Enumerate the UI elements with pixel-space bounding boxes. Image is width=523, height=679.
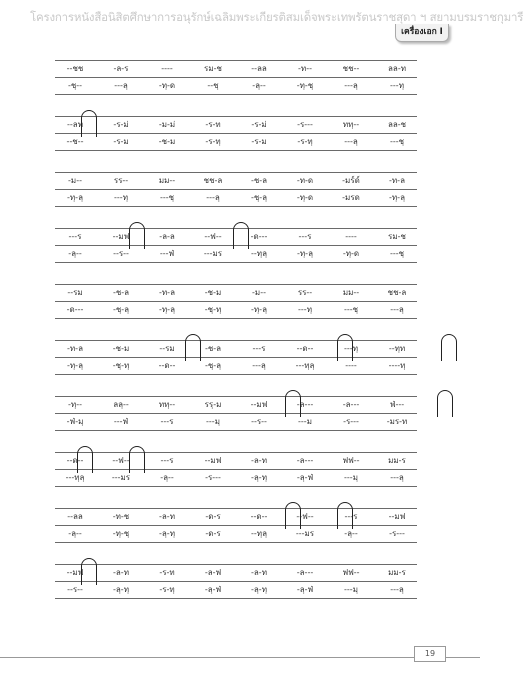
note-cell: รร-- bbox=[297, 288, 313, 297]
note-cell: ---- bbox=[161, 64, 173, 73]
note-cell: --ช-- bbox=[66, 137, 84, 146]
note-cell: -ทฺ-ชฺ bbox=[296, 81, 314, 90]
note-cell: --ทฺท bbox=[388, 344, 406, 353]
note-cell: -ท-ล bbox=[159, 288, 175, 297]
note-cell: ---มร bbox=[111, 473, 131, 482]
notation-row bbox=[55, 564, 417, 582]
note-cell: ---ลฺ bbox=[390, 305, 404, 314]
note-cell: --รม bbox=[159, 344, 175, 353]
note-cell: --ทฺลฺ bbox=[251, 529, 267, 538]
note-cell: --ร-- bbox=[251, 417, 267, 426]
note-cell: --ชช bbox=[66, 64, 84, 73]
notation-block bbox=[55, 564, 417, 599]
note-cell: -ล-ท bbox=[113, 568, 129, 577]
notation-row bbox=[55, 470, 417, 487]
note-cell: -ลฺ-- bbox=[160, 473, 174, 482]
note-cell: -ท-ล bbox=[389, 176, 405, 185]
notation-row bbox=[55, 302, 417, 319]
note-cell: -ร-ท bbox=[205, 120, 221, 129]
notation-row bbox=[55, 172, 417, 190]
note-cell: -ทฺ-ลฺ bbox=[297, 249, 313, 258]
note-cell: --ฟ-- bbox=[112, 456, 130, 465]
notation-row bbox=[55, 396, 417, 414]
note-cell: ---ลฺ bbox=[206, 193, 220, 202]
note-cell: ---ลฺ bbox=[390, 585, 404, 594]
note-cell: --มฟ bbox=[388, 512, 406, 521]
notation-row bbox=[55, 582, 417, 599]
note-cell: ---ชฺ bbox=[159, 193, 175, 202]
note-cell: มม-ร bbox=[388, 568, 406, 577]
note-cell: รม-ช bbox=[388, 232, 406, 241]
note-cell: -ล-ท bbox=[251, 568, 267, 577]
note-cell: ชช-ล bbox=[387, 288, 407, 297]
notation-block bbox=[55, 284, 417, 319]
notation-row bbox=[55, 60, 417, 78]
note-cell: ---ร bbox=[298, 232, 312, 241]
note-cell: ---ลฺ bbox=[252, 361, 266, 370]
note-cell: ---มฺ bbox=[344, 473, 358, 482]
note-cell: -ช-ม bbox=[204, 288, 222, 297]
note-cell: -ทฺ-ชฺ bbox=[112, 529, 130, 538]
notation-row bbox=[55, 78, 417, 95]
note-cell: ฟ่--- bbox=[389, 400, 405, 409]
note-cell: -ร--- bbox=[297, 120, 313, 129]
note-cell: -ชฺ-ลฺ bbox=[112, 305, 130, 314]
note-cell: -ร-ม bbox=[113, 137, 129, 146]
notation-row bbox=[55, 358, 417, 375]
note-cell: -ลฺ-- bbox=[344, 529, 358, 538]
note-cell: -ช-ม bbox=[158, 137, 176, 146]
note-cell: -ล-ร bbox=[113, 64, 129, 73]
slur-mark bbox=[441, 334, 457, 361]
notation-block bbox=[55, 60, 417, 95]
note-cell: --ด-- bbox=[296, 344, 314, 353]
note-cell: --ฟ-- bbox=[204, 232, 222, 241]
note-cell: -ร--- bbox=[389, 529, 405, 538]
note-cell: -ชฺ-ลฺ bbox=[250, 193, 268, 202]
note-cell: -ร-ม่ bbox=[251, 120, 267, 129]
note-cell: ชช-ล bbox=[203, 176, 223, 185]
note-cell: -ชฺ-ลฺ bbox=[204, 361, 222, 370]
note-cell: -ด-ร bbox=[205, 512, 221, 521]
note-cell: -มร์ด์ bbox=[342, 176, 360, 185]
notation-row bbox=[55, 526, 417, 543]
note-cell: -ทฺ-ลฺ bbox=[159, 305, 175, 314]
chapter-tab: เครื่องเอก I bbox=[395, 24, 449, 42]
note-cell: ---ฟ่ bbox=[159, 249, 175, 258]
note-cell: -ชฺ-ทฺ bbox=[112, 361, 130, 370]
note-cell: --มฟ bbox=[112, 232, 130, 241]
note-cell: ฟฟ-- bbox=[342, 456, 360, 465]
note-cell: ---ลฺ bbox=[390, 473, 404, 482]
notation-row bbox=[55, 414, 417, 431]
notation-row bbox=[55, 508, 417, 526]
note-cell: -ร-ทฺ bbox=[159, 585, 175, 594]
note-cell: -ล-ฟ bbox=[204, 568, 222, 577]
note-cell: ---มร bbox=[203, 249, 223, 258]
note-cell: -ลฺ-- bbox=[68, 529, 82, 538]
note-cell: -ม-ม่ bbox=[158, 120, 176, 129]
note-cell: --ชฺ bbox=[207, 81, 219, 90]
note-cell: ---ทฺลฺ bbox=[65, 473, 85, 482]
notation-block bbox=[55, 508, 417, 543]
note-cell: -ล-ล bbox=[159, 232, 175, 241]
note-cell: ---ทฺลฺ bbox=[295, 361, 315, 370]
note-cell: มม-- bbox=[158, 176, 176, 185]
note-cell: ----ทฺ bbox=[388, 361, 406, 370]
note-cell: -ลฺ-ทฺ bbox=[159, 529, 175, 538]
note-cell: ---ร bbox=[160, 417, 174, 426]
notation-row bbox=[55, 116, 417, 134]
notation-block bbox=[55, 228, 417, 263]
note-cell: ---ร bbox=[160, 456, 174, 465]
note-cell: ฟฟ-- bbox=[342, 568, 360, 577]
note-cell: -ร-ทฺ bbox=[205, 137, 221, 146]
note-cell: -ร-ม bbox=[251, 137, 267, 146]
note-cell: ---ลฺ bbox=[344, 137, 358, 146]
note-cell: -ล-ท bbox=[251, 456, 267, 465]
notation-block bbox=[55, 396, 417, 431]
note-cell: ---ชฺ bbox=[389, 249, 405, 258]
note-cell: -ท-ช bbox=[112, 512, 130, 521]
note-cell: รร-- bbox=[113, 176, 129, 185]
note-cell: ---มร bbox=[295, 529, 315, 538]
note-cell: ---ชฺ bbox=[343, 305, 359, 314]
note-cell: -ชฺ-ทฺ bbox=[204, 305, 222, 314]
notation-row bbox=[55, 134, 417, 151]
note-cell: ---มฺ bbox=[206, 417, 220, 426]
note-cell: ---ร bbox=[344, 512, 358, 521]
note-cell: มม-ร bbox=[388, 456, 406, 465]
note-cell: -ทฺ-ลฺ bbox=[251, 305, 267, 314]
notation-block bbox=[55, 452, 417, 487]
note-cell: -ด-ร bbox=[205, 529, 221, 538]
note-cell: ---ลฺ bbox=[344, 81, 358, 90]
note-cell: -มรด bbox=[342, 193, 360, 202]
note-cell: ---ทฺ bbox=[298, 305, 312, 314]
note-cell: -ร--- bbox=[205, 473, 221, 482]
note-cell: -ล--- bbox=[342, 400, 360, 409]
note-cell: -ด--- bbox=[250, 232, 268, 241]
notation-block bbox=[55, 116, 417, 151]
note-cell: -ชฺ-- bbox=[67, 81, 83, 90]
note-cell: -ช-ล bbox=[250, 176, 268, 185]
notation-row bbox=[55, 340, 417, 358]
note-cell: -ท-- bbox=[298, 64, 312, 73]
note-cell: --ด-- bbox=[158, 361, 176, 370]
note-cell: -ล--- bbox=[296, 456, 314, 465]
note-cell: ---ร bbox=[68, 232, 82, 241]
note-cell: -ทฺ-ด bbox=[158, 81, 176, 90]
note-cell: ---ลฺ bbox=[114, 81, 128, 90]
note-cell: ททฺ-- bbox=[158, 400, 176, 409]
note-cell: ชช-- bbox=[342, 64, 360, 73]
note-cell: --ลล bbox=[67, 512, 83, 521]
note-cell: -ช-ล bbox=[112, 288, 130, 297]
note-cell: -ลฺ-ทฺ bbox=[251, 473, 267, 482]
note-cell: -มร-ท bbox=[386, 417, 408, 426]
note-cell: ---ทฺ bbox=[390, 81, 404, 90]
note-cell: -ร--- bbox=[343, 417, 359, 426]
note-cell: ---ร bbox=[252, 344, 266, 353]
note-cell: -ลฺ-ทฺ bbox=[113, 585, 129, 594]
note-cell: --ทฺลฺ bbox=[251, 249, 267, 258]
note-cell: -ลฺ-- bbox=[252, 81, 266, 90]
note-cell: ททฺ-- bbox=[342, 120, 360, 129]
note-cell: -ด--- bbox=[66, 305, 84, 314]
note-cell: -ล--- bbox=[296, 400, 314, 409]
project-header-title: โครงการหนังสือนิสิตศึกษาการอนุรักษ์เฉลิมพระเกียรติสมเด็จพระเทพรัตนราชสุดา ฯ สยามบรมราชกุมารี bbox=[30, 10, 523, 24]
note-cell: -ลฺ-ทฺ bbox=[251, 585, 267, 594]
note-cell: ---- bbox=[345, 361, 357, 370]
slur-mark bbox=[437, 390, 453, 417]
note-cell: -ฟ่-มฺ bbox=[66, 417, 84, 426]
notation-block bbox=[55, 340, 417, 375]
note-cell: ---ทฺ bbox=[114, 193, 128, 202]
note-cell: ---ชฺ bbox=[389, 137, 405, 146]
notation-row bbox=[55, 190, 417, 207]
note-cell: -ลฺ-ฟ่ bbox=[296, 473, 314, 482]
note-cell: --ร-- bbox=[113, 249, 129, 258]
note-cell: ลลฺ-- bbox=[113, 400, 129, 409]
note-cell: --ด-- bbox=[250, 512, 268, 521]
note-cell: ---ม bbox=[298, 417, 312, 426]
note-cell: -ทฺ-ด bbox=[296, 193, 314, 202]
note-cell: -ร-ท bbox=[159, 568, 175, 577]
note-cell: -ทฺ-- bbox=[68, 400, 82, 409]
footer-rule bbox=[0, 657, 480, 658]
note-cell: -ล-ท bbox=[159, 512, 175, 521]
note-cell: --มฟ bbox=[66, 568, 84, 577]
note-cell: -ล--- bbox=[296, 568, 314, 577]
note-cell: --ฟ-- bbox=[296, 512, 314, 521]
page-number: 19 bbox=[414, 646, 446, 662]
note-cell: ---ฟ่ bbox=[113, 417, 129, 426]
notation-row bbox=[55, 452, 417, 470]
notation-block bbox=[55, 172, 417, 207]
note-cell: -ทฺ-ลฺ bbox=[67, 361, 83, 370]
note-cell: รรฺ-ม bbox=[204, 400, 222, 409]
note-cell: มม-- bbox=[342, 288, 360, 297]
note-cell: ---มฺ bbox=[344, 585, 358, 594]
note-cell: -ม-- bbox=[68, 176, 82, 185]
note-cell: -ช-ม bbox=[112, 344, 130, 353]
note-cell: -ทฺ-ลฺ bbox=[67, 193, 83, 202]
note-cell: --ร-- bbox=[67, 585, 83, 594]
note-cell: -ช-ล bbox=[204, 344, 222, 353]
note-cell: -ร-ทฺ bbox=[297, 137, 313, 146]
notation-row bbox=[55, 228, 417, 246]
note-cell: -ลฺ-ฟ่ bbox=[204, 585, 222, 594]
note-cell: -ร-ม่ bbox=[113, 120, 129, 129]
note-cell: รม-ช bbox=[204, 64, 222, 73]
note-cell: --มฟ bbox=[204, 456, 222, 465]
notation-row bbox=[55, 246, 417, 263]
note-cell: -ลฺ-- bbox=[68, 249, 82, 258]
note-cell: --มฟ bbox=[250, 400, 268, 409]
note-cell: -ท-ด bbox=[296, 176, 314, 185]
note-cell: -ทฺ-ลฺ bbox=[389, 193, 405, 202]
note-cell: ลล-ท bbox=[388, 64, 406, 73]
note-cell: --ด-- bbox=[66, 456, 84, 465]
notation-row bbox=[55, 284, 417, 302]
note-cell: ลล-ช bbox=[387, 120, 407, 129]
note-cell: ---ทฺ bbox=[344, 344, 358, 353]
note-cell: -ลฺ-ฟ่ bbox=[296, 585, 314, 594]
note-cell: ---- bbox=[345, 232, 357, 241]
note-cell: --ลท bbox=[67, 120, 83, 129]
note-cell: -ท-ล bbox=[67, 344, 83, 353]
note-cell: -ทฺ-ด bbox=[342, 249, 360, 258]
note-cell: --ลล bbox=[251, 64, 267, 73]
note-cell: -ม-- bbox=[252, 288, 266, 297]
note-cell: --รม bbox=[67, 288, 83, 297]
